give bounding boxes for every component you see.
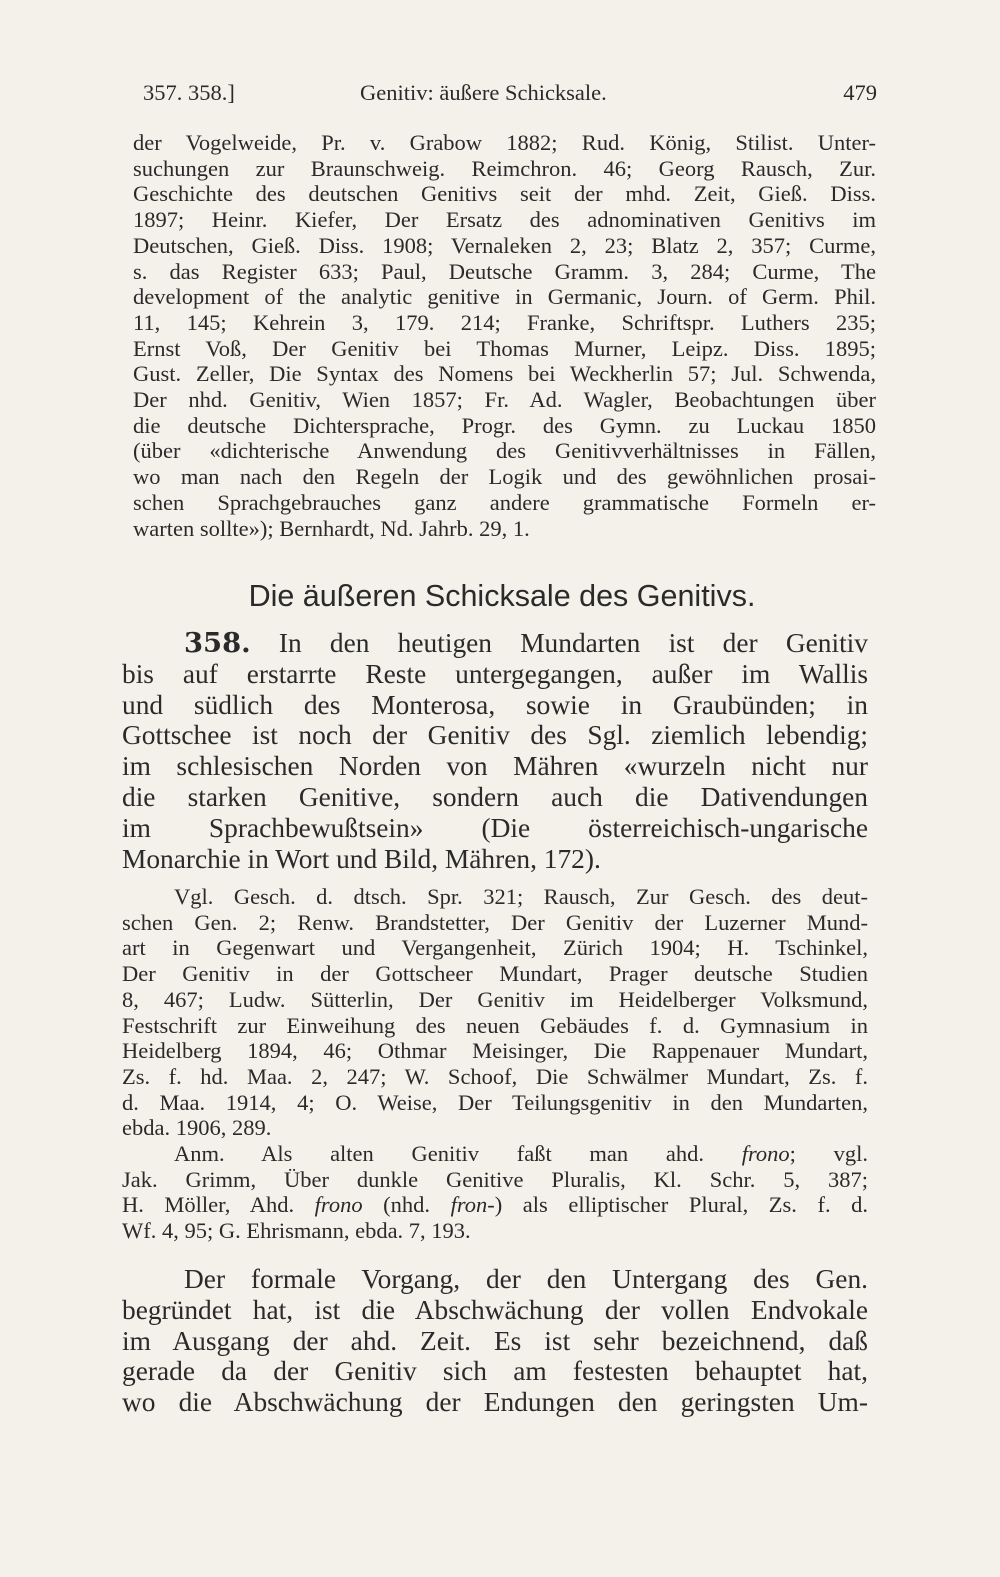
text-line: schen Sprachgebrauches ganz andere grammatische Formeln er-	[133, 489, 876, 515]
text-line: s. das Register 633; Paul, Deutsche Gramm. 3, 284; Curme, The	[133, 258, 876, 284]
text-line: gerade da der Genitiv sich am festesten behauptet hat,	[122, 1356, 868, 1387]
text-line: (über «dichterische Anwendung des Genitivverhältnisses in Fällen,	[133, 438, 876, 464]
text-line: H. Möller, Ahd. frono (nhd. fron-) als elliptischer Plural, Zs. f. d.	[122, 1192, 868, 1218]
text-line: begründet hat, ist die Abschwächung der vollen Endvokale	[122, 1294, 868, 1325]
literature-block	[133, 130, 876, 541]
text-line: Wf. 4, 95; G. Ehrismann, ebda. 7, 193.	[122, 1218, 471, 1244]
text-line: d. Maa. 1914, 4; O. Weise, Der Teilungsgenitiv in den Mundarten,	[122, 1089, 868, 1115]
anm-block	[122, 1141, 868, 1244]
paragraph-number: 358.	[184, 627, 251, 659]
text-line: Zs. f. hd. Maa. 2, 247; W. Schoof, Die Schwälmer Mundart, Zs. f.	[122, 1063, 868, 1089]
section-heading: Die äußeren Schicksale des Genitivs.	[248, 579, 756, 613]
text-line: 358. In den heutigen Mundarten ist der Genitiv	[184, 627, 868, 659]
text-line: im Sprachbewußtsein» (Die österreichisch-ungarische	[122, 812, 868, 843]
text-line: Monarchie in Wort und Bild, Mähren, 172).	[122, 843, 601, 874]
section-range: 357. 358.]	[143, 80, 235, 105]
text-line: Deutschen, Gieß. Diss. 1908; Vernaleken 2, 23; Blatz 2, 357; Curme,	[133, 232, 876, 258]
text-line: Gust. Zeller, Die Syntax des Nomens bei Weckherlin 57; Jul. Schwenda,	[133, 361, 876, 387]
text-line: Jak. Grimm, Über dunkle Genitive Pluralis, Kl. Schr. 5, 387;	[122, 1166, 868, 1192]
running-title: Genitiv: äußere Schicksale.	[360, 80, 607, 105]
text-line: 1897; Heinr. Kiefer, Der Ersatz des adnominativen Genitivs im	[133, 207, 876, 233]
text-line: Vgl. Gesch. d. dtsch. Spr. 321; Rausch, Zur Gesch. des deut-	[174, 884, 868, 909]
vgl-block	[122, 884, 868, 1141]
text-line: Der Genitiv in der Gottscheer Mundart, Prager deutsche Studien	[122, 961, 868, 987]
text-line: im Ausgang der ahd. Zeit. Es ist sehr bezeichnend, daß	[122, 1325, 868, 1356]
text-line: bis auf erstarrte Reste untergegangen, außer im Wallis	[122, 658, 868, 689]
text-line: suchungen zur Braunschweig. Reimchron. 46; Georg Rausch, Zur.	[133, 155, 876, 181]
text-line: 11, 145; Kehrein 3, 179. 214; Franke, Schriftspr. Luthers 235;	[133, 309, 876, 335]
page-number: 479	[843, 80, 877, 105]
text-line: Gottschee ist noch der Genitiv des Sgl. ziemlich lebendig;	[122, 720, 868, 751]
text-line: Festschrift zur Einweihung des neuen Gebäudes f. d. Gymnasium in	[122, 1012, 868, 1038]
text-line: wo die Abschwächung der Endungen den geringsten Um-	[122, 1387, 868, 1418]
text-line: im schlesischen Norden von Mähren «wurzeln nicht nur	[122, 751, 868, 782]
text-line: und südlich des Monterosa, sowie in Graubünden; in	[122, 689, 868, 720]
paragraph-358	[122, 628, 868, 874]
text-line: Anm. Als alten Genitiv faßt man ahd. frono; vgl.	[174, 1141, 868, 1166]
text-line: Heidelberg 1894, 46; Othmar Meisinger, Die Rappenauer Mundart,	[122, 1038, 868, 1064]
final-paragraph	[122, 1264, 868, 1418]
text-line: ebda. 1906, 289.	[122, 1115, 272, 1141]
text-line: 8, 467; Ludw. Sütterlin, Der Genitiv im Heidelberger Volksmund,	[122, 986, 868, 1012]
text-line: Ernst Voß, Der Genitiv bei Thomas Murner, Leipz. Diss. 1895;	[133, 335, 876, 361]
text-line: Geschichte des deutschen Genitivs seit der mhd. Zeit, Gieß. Diss.	[133, 181, 876, 207]
text-line: Der formale Vorgang, der den Untergang des Gen.	[184, 1264, 868, 1294]
text-line: schen Gen. 2; Renw. Brandstetter, Der Genitiv der Luzerner Mund-	[122, 909, 868, 935]
running-head	[143, 78, 877, 108]
text-line: die deutsche Dichtersprache, Progr. des Gymn. zu Luckau 1850	[133, 412, 876, 438]
text-line: die starken Genitive, sondern auch die Dativendungen	[122, 781, 868, 812]
text-line: development of the analytic genitive in Germanic, Journ. of Germ. Phil.	[133, 284, 876, 310]
text-line: der Vogelweide, Pr. v. Grabow 1882; Rud. König, Stilist. Unter-	[133, 130, 876, 155]
text-line: warten sollte»); Bernhardt, Nd. Jahrb. 29, 1.	[133, 515, 530, 541]
text-line: wo man nach den Regeln der Logik und des gewöhnlichen prosai-	[133, 464, 876, 490]
text-line: art in Gegenwart und Vergangenheit, Zürich 1904; H. Tschinkel,	[122, 935, 868, 961]
text-line: Der nhd. Genitiv, Wien 1857; Fr. Ad. Wagler, Beobachtungen über	[133, 387, 876, 413]
